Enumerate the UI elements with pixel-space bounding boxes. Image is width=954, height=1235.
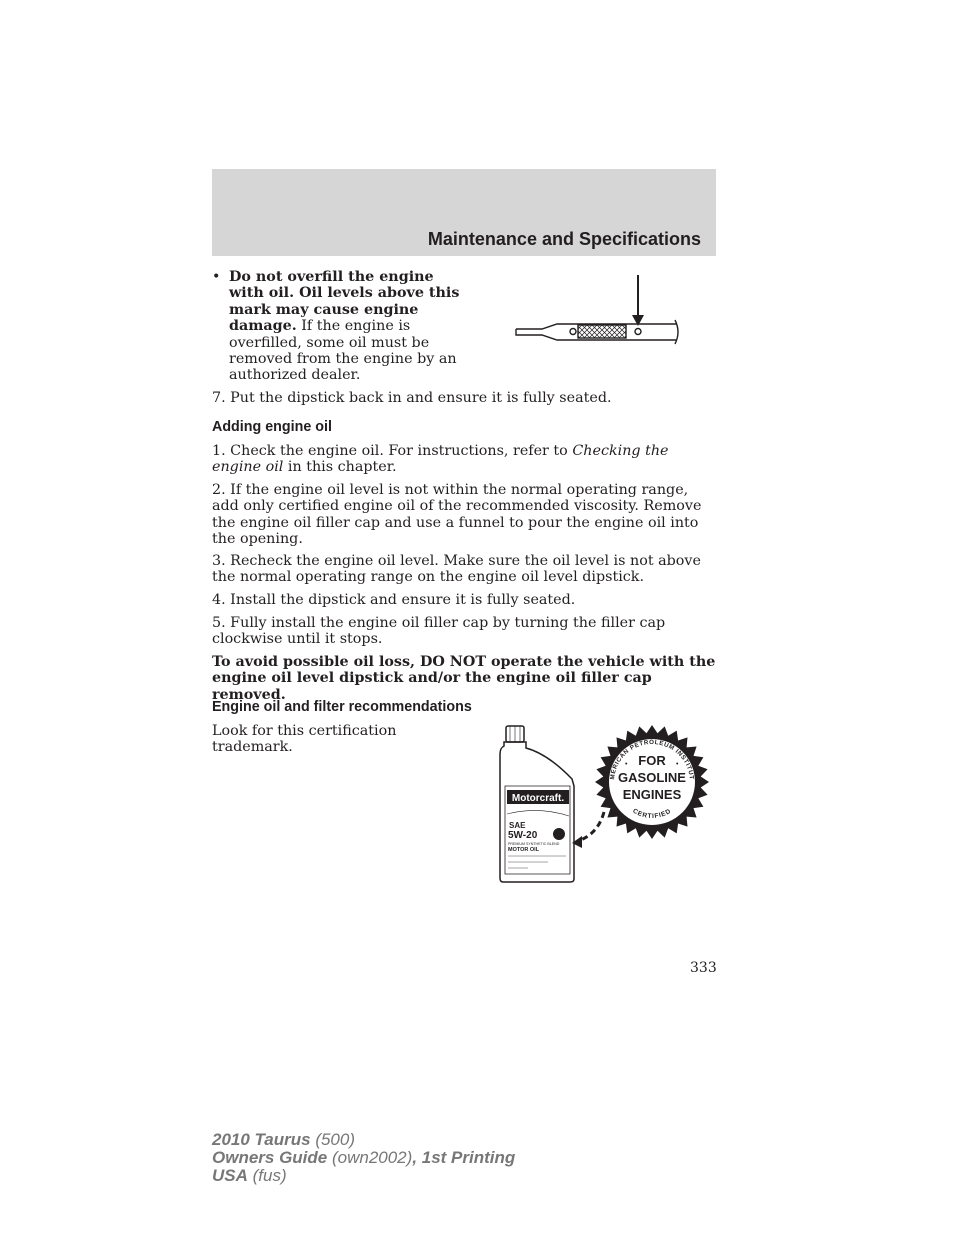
adding-step-3: 3. Recheck the engine oil level. Make sure the oil level is not above the normal operating range on the engine oil level dipstick.	[212, 553, 701, 586]
step1-text-end: in this chapter.	[283, 459, 397, 476]
oil-bottle-illustration	[498, 724, 580, 886]
oil-loss-warning: To avoid possible oil loss, DO NOT operate the vehicle with the engine oil level dipstick and/or the engine oil filler cap removed.	[212, 654, 716, 703]
adding-oil-heading: Adding engine oil	[212, 419, 332, 435]
document-footer	[212, 1131, 515, 1185]
step1-text: 1. Check the engine oil. For instructions, refer to	[212, 443, 573, 459]
footer-market-code: (fus)	[247, 1166, 287, 1185]
recommendations-heading: Engine oil and filter recommendations	[212, 699, 472, 715]
footer-model-code: (500)	[310, 1130, 356, 1149]
footer-market: USA	[212, 1166, 248, 1185]
seal-line-2: GASOLINE	[618, 770, 686, 785]
seal-arc-top: AMERICAN PETROLEUM INSTITUTE	[589, 717, 695, 781]
api-certification-seal	[589, 717, 712, 842]
seal-dot-left: •	[625, 761, 628, 768]
dipstick-icon	[516, 320, 678, 344]
certification-text: Look for this certification trademark.	[212, 723, 397, 756]
bullet-symbol: •	[212, 269, 221, 285]
footer-line-2	[212, 1149, 515, 1167]
footer-line-1	[212, 1131, 515, 1149]
footer-guide-code: (own2002)	[327, 1148, 413, 1167]
dipstick-illustration	[512, 275, 682, 355]
bottle-brand: Motorcraft.	[511, 793, 565, 804]
bottle-sae: SAE	[509, 821, 526, 830]
section-header	[212, 169, 716, 256]
seal-line-3: ENGINES	[622, 787, 682, 802]
seal-arc-bottom: CERTIFIED	[631, 807, 673, 821]
api-starburst-icon	[553, 828, 565, 840]
section-title: Maintenance and Specifications	[427, 229, 701, 249]
bullet-text	[229, 269, 464, 384]
footer-guide: Owners Guide	[212, 1148, 328, 1167]
adding-step-5: 5. Fully install the engine oil filler cap by turning the filler cap clockwise until it stops.	[212, 615, 666, 648]
bullet-normal-text: If the engine is overfilled, some oil must be removed from the engine by an authorized dealer.	[229, 318, 457, 384]
bottle-grade: 5W-20	[508, 830, 538, 841]
footer-printing: , 1st Printing	[412, 1148, 516, 1167]
page-number: 333	[690, 960, 717, 976]
footer-model: 2010 Taurus	[212, 1130, 311, 1149]
bullet-bold-text: Do not overfill the engine with oil. Oil levels above this mark may cause engine damage.	[229, 269, 460, 335]
step-7: 7. Put the dipstick back in and ensure it is fully seated.	[212, 390, 612, 406]
bottle-type: MOTOR OIL	[508, 847, 540, 853]
adding-step-1	[212, 443, 716, 476]
adding-step-4: 4. Install the dipstick and ensure it is fully seated.	[212, 592, 576, 608]
footer-line-3	[212, 1167, 515, 1185]
step1-reference: Checking the engine oil	[212, 443, 669, 476]
adding-step-2: 2. If the engine oil level is not within the normal operating range, add only certified engine oil of the recommended viscosity. Remove the engine oil filler cap and use a funnel to pour the engine oil into the opening.	[212, 482, 702, 548]
seal-dot-right: •	[676, 761, 679, 768]
bottle-sub: PREMIUM SYNTHETIC BLEND	[508, 842, 560, 846]
arrow-icon	[632, 275, 644, 326]
seal-line-1: FOR	[638, 753, 666, 768]
